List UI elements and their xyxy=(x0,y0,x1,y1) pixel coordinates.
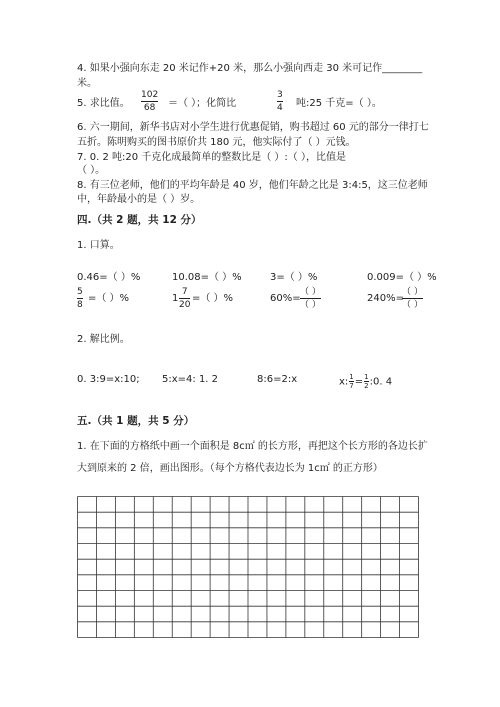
q5-mid1: ＝（ ）；化简比 xyxy=(168,98,237,109)
proportion-4 xyxy=(339,373,392,390)
oral-calc-8-fraction xyxy=(402,287,423,310)
proportion-4-f1-num: 1 xyxy=(349,373,354,381)
oral-calc-6-tail: =（ ）% xyxy=(192,293,234,304)
oral-calc-8-num: （ ） xyxy=(402,287,423,297)
q7-line1: 7. 0. 2 吨:20 千克化成最简单的整数比是（ ）:（ ），比值是 xyxy=(77,152,346,163)
q5-prefix: 5. 求比值。 xyxy=(77,98,130,109)
q5-frac-denominator: 68 xyxy=(143,103,156,113)
oral-calc-4: 0.009=（ ）% xyxy=(367,272,437,283)
oral-calc-7-den: （ ） xyxy=(300,300,321,310)
proportion-4-head: x: xyxy=(339,376,349,388)
oral-calc-3: 3=（ ）% xyxy=(270,272,318,283)
proportion-4-f2-den: 2 xyxy=(364,382,369,390)
q4-line1: 4. 如果小强向东走 20 米记作+20 米，那么小强向西走 30 米可记作________ xyxy=(77,63,423,74)
oral-calc-7-head: 60%= xyxy=(270,293,301,304)
section4-q2-title: 2. 解比例。 xyxy=(77,334,130,345)
frac-5-8-num: 5 xyxy=(77,287,83,297)
oral-calc-1: 0.46=（ ）% xyxy=(77,272,141,283)
q5-mid2: 吨:25 千克=（ ）。 xyxy=(296,98,382,109)
proportion-1: 0. 3:9=x:10; xyxy=(77,374,140,385)
frac-7-20-den: 20 xyxy=(179,300,191,310)
q7-line2: （ ）。 xyxy=(77,165,106,176)
section4-title: 四.（共 2 题，共 12 分） xyxy=(77,214,202,226)
q6-line1: 6. 六一期间，新华书店对小学生进行优惠促销，购书超过 60 元的部分一律打七 xyxy=(77,122,429,133)
oral-calc-7-fraction xyxy=(300,287,321,310)
proportion-4-f1-den: 7 xyxy=(349,382,354,390)
q4-line2: 米。 xyxy=(77,78,97,89)
oral-calc-7-num: （ ） xyxy=(300,287,321,297)
oral-calc-5-tail: =（ ）% xyxy=(88,293,130,304)
proportion-3: 8:6=2:x xyxy=(257,374,298,385)
grid-paper[interactable] xyxy=(77,496,419,638)
proportion-2: 5:x=4: 1. 2 xyxy=(162,374,219,385)
proportion-4-mid: = xyxy=(354,376,364,388)
proportion-4-f2-num: 1 xyxy=(364,373,369,381)
q6-line2: 五折。陈明购买的图书原价共 180 元，他实际付了（ ）元钱。 xyxy=(77,137,356,148)
q5-frac-numerator: 102 xyxy=(141,90,159,100)
q8-line1: 8. 有三位老师，他们的平均年龄是 40 岁，他们年龄之比是 3:4:5，这三位老师 xyxy=(77,180,428,191)
frac-5-8-den: 8 xyxy=(77,300,83,310)
section5-q1-line2: 大到原来的 2 倍，画出图形。（每个方格代表边长为 1c㎡ 的正方形） xyxy=(77,463,383,474)
q5-frac2-numerator: 3 xyxy=(277,90,283,100)
oral-calc-8-den: （ ） xyxy=(402,300,423,310)
proportion-4-tail: :0. 4 xyxy=(369,376,393,388)
frac-7-20-num: 7 xyxy=(181,287,188,297)
oral-calc-6-fraction xyxy=(179,287,190,310)
section5-q1-line1: 1. 在下面的方格纸中画一个面积是 8c㎡ 的长方形，再把这个长方形的各边长扩 xyxy=(77,441,428,452)
q5-fraction-3-4 xyxy=(277,90,283,113)
oral-calc-2: 10.08=（ ）% xyxy=(172,272,242,283)
section4-q1-title: 1. 口算。 xyxy=(77,240,120,251)
q5-fraction-102-68 xyxy=(141,90,158,113)
oral-calc-8-head: 240%= xyxy=(367,293,404,304)
section5-title: 五.（共 1 题，共 5 分） xyxy=(77,415,195,427)
q8-line2: 中，年龄最小的是（ ）岁。 xyxy=(77,194,201,205)
oral-calc-6-whole: 1 xyxy=(172,293,179,304)
q5-frac2-denominator: 4 xyxy=(277,103,283,113)
oral-calc-5-fraction xyxy=(77,287,83,310)
